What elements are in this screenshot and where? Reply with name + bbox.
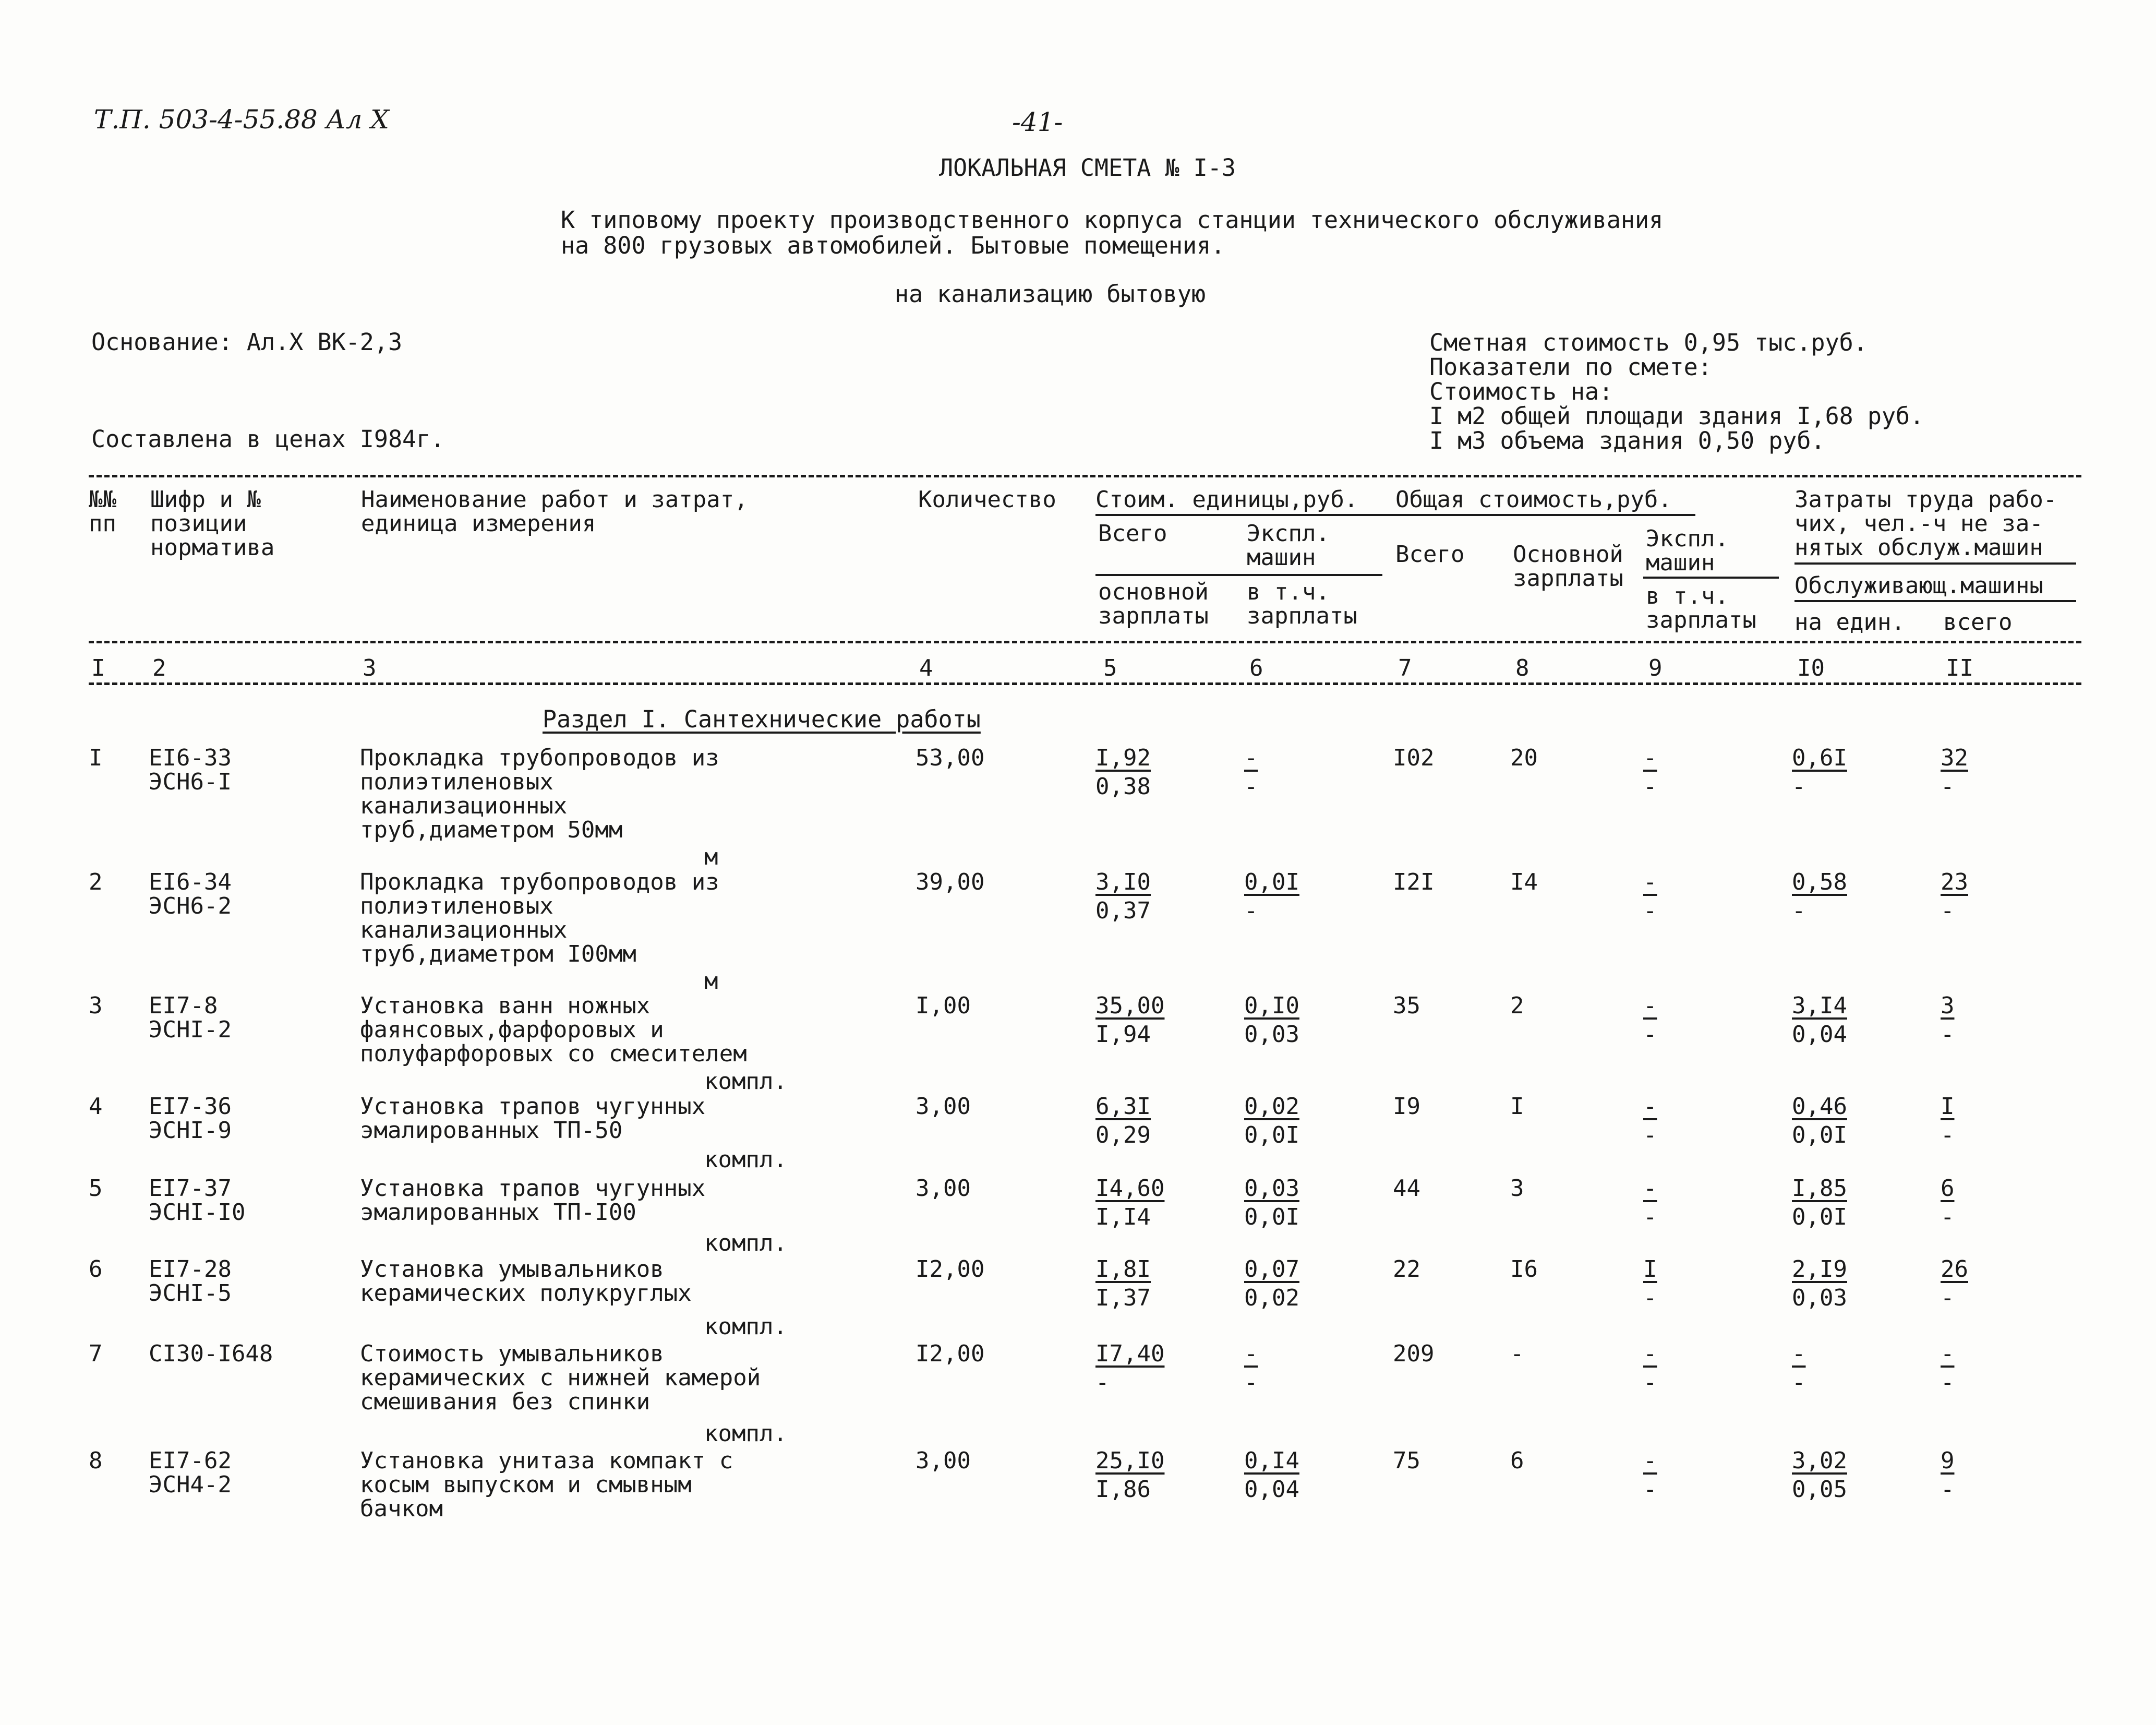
row-unit-cost-wages: - [1095, 1369, 1110, 1396]
row-unit-cost-wages: 0,37 [1095, 897, 1151, 924]
row-unit-cost-total: I,8I [1095, 1256, 1151, 1283]
row-labor-total: - [1941, 1340, 1955, 1367]
row-labor-service-total: - [1941, 1204, 1955, 1230]
row-code: СI30-I648 [149, 1340, 273, 1367]
col-num-6: 6 [1249, 655, 1263, 681]
row-quantity: 39,00 [916, 869, 985, 895]
row-quantity: I2,00 [916, 1256, 985, 1283]
row-labor-total: 9 [1941, 1447, 1955, 1474]
row-name: Стоимость умывальников керамических с нижней камерой смешивания без спинки [360, 1340, 761, 1415]
row-code: ЕI7-8 ЭСНI-2 [149, 992, 232, 1043]
labor-group-header: Затраты труда рабо- чих, чел.-ч не за- нятых обслуж.машин [1794, 486, 2057, 561]
row-labor-service-total: - [1941, 1122, 1955, 1148]
row-unit-cost-total: I4,60 [1095, 1175, 1165, 1202]
row-quantity: 3,00 [916, 1175, 971, 1202]
col-number-header: №№ пп [89, 486, 116, 537]
col-num-2: 2 [152, 655, 166, 681]
row-unit-machine-cost: 0,02 [1244, 1093, 1299, 1120]
cost-group-underline [1095, 514, 1695, 516]
row-quantity: 53,00 [916, 745, 985, 771]
row-unit-cost-total: I7,40 [1095, 1340, 1165, 1367]
row-unit-cost-total: 3,I0 [1095, 869, 1151, 895]
row-quantity: 3,00 [916, 1447, 971, 1474]
col-name-header: Наименование работ и затрат, единица измерения [361, 486, 748, 537]
col6-bottom-header: в т.ч. зарплаты [1247, 579, 1357, 629]
row-unit-cost-wages: I,37 [1095, 1285, 1151, 1311]
row-total-machine-wages: - [1643, 1285, 1657, 1311]
document-title: ЛОКАЛЬНАЯ СМЕТА № I-3 [939, 154, 1236, 182]
row-total-cost: 22 [1393, 1256, 1420, 1283]
row-code: ЕI6-33 ЭСН6-I [149, 745, 232, 795]
row-unit: компл. [704, 1313, 787, 1340]
col5-6-divider [1095, 574, 1382, 576]
row-total-machine-cost: - [1643, 869, 1657, 895]
unit-cost-group-header: Стоим. единицы,руб. [1095, 486, 1358, 513]
row-unit-machine-cost: - [1244, 1340, 1258, 1367]
row-labor-service-total: - [1941, 1369, 1955, 1396]
row-quantity: 3,00 [916, 1093, 971, 1120]
row-number: 5 [89, 1175, 103, 1202]
row-unit-cost-total: I,92 [1095, 745, 1151, 771]
col10-group-header: Обслуживающ.машины [1794, 572, 2043, 599]
row-name: Установка унитаза компакт с косым выпуском и смывным бачком [360, 1447, 733, 1522]
row-total-machine-cost: - [1643, 1447, 1657, 1474]
row-unit-machine-wages: - [1244, 1369, 1258, 1396]
col9-bottom-header: в т.ч. зарплаты [1646, 583, 1756, 633]
row-total-cost: 75 [1393, 1447, 1420, 1474]
row-total-wages: I6 [1510, 1256, 1538, 1283]
col9-divider [1643, 577, 1779, 579]
row-labor-service-per-unit: 0,0I [1792, 1204, 1847, 1230]
row-unit-cost-wages: I,I4 [1095, 1204, 1151, 1230]
row-unit-cost-total: 25,I0 [1095, 1447, 1165, 1474]
row-total-machine-cost: - [1643, 1093, 1657, 1120]
row-unit-cost-total: 35,00 [1095, 992, 1165, 1019]
row-labor-service-per-unit: - [1792, 1369, 1806, 1396]
row-name: Установка трапов чугунных эмалированных ТП-I00 [360, 1175, 706, 1226]
row-name: Прокладка трубопроводов из полиэтиленовых канализационных труб,диаметром I00мм [360, 869, 719, 967]
cost-per-label: Стоимость на: [1429, 378, 1613, 405]
row-unit-machine-wages: 0,0I [1244, 1122, 1299, 1148]
row-total-cost: I2I [1393, 869, 1435, 895]
row-number: I [89, 745, 103, 771]
row-quantity: I,00 [916, 992, 971, 1019]
row-labor-service-per-unit: 0,03 [1792, 1285, 1847, 1311]
row-unit-machine-wages: 0,0I [1244, 1204, 1299, 1230]
row-labor-service-total: - [1941, 773, 1955, 800]
total-cost-group-header: Общая стоимость,руб. [1395, 486, 1672, 513]
row-unit-machine-cost: 0,I4 [1244, 1447, 1299, 1474]
row-labor-service-total: - [1941, 1285, 1955, 1311]
row-number: 6 [89, 1256, 103, 1283]
document-code: Т.П. 503-4-55.88 Ал Х [94, 104, 389, 135]
row-total-machine-wages: - [1643, 1369, 1657, 1396]
row-labor-service-per-unit: - [1792, 897, 1806, 924]
cost-per-m3: I м3 объема здания 0,50 руб. [1429, 427, 1825, 454]
row-labor-service-per-unit: 0,04 [1792, 1021, 1847, 1048]
row-labor-per-unit: I,85 [1792, 1175, 1847, 1202]
basis: Основание: Ал.Х ВК-2,3 [91, 328, 403, 356]
col-num-5: 5 [1103, 655, 1117, 681]
row-unit-machine-cost: - [1244, 745, 1258, 771]
row-code: ЕI7-37 ЭСНI-I0 [149, 1175, 246, 1226]
row-total-machine-cost: I [1643, 1256, 1657, 1283]
row-labor-total: 23 [1941, 869, 1968, 895]
row-labor-service-total: - [1941, 1021, 1955, 1048]
subject: на канализацию бытовую [895, 280, 1206, 308]
row-labor-total: 6 [1941, 1175, 1955, 1202]
row-total-machine-cost: - [1643, 992, 1657, 1019]
row-code: ЕI7-62 ЭСН4-2 [149, 1447, 232, 1498]
row-labor-service-per-unit: - [1792, 773, 1806, 800]
row-total-wages: 6 [1510, 1447, 1524, 1474]
row-total-cost: 35 [1393, 992, 1420, 1019]
row-number: 2 [89, 869, 103, 895]
row-total-machine-wages: - [1643, 897, 1657, 924]
row-labor-per-unit: 3,I4 [1792, 992, 1847, 1019]
row-unit-cost-wages: 0,38 [1095, 773, 1151, 800]
row-total-machine-cost: - [1643, 745, 1657, 771]
row-total-cost: I02 [1393, 745, 1435, 771]
row-labor-total: 32 [1941, 745, 1968, 771]
col11-header: всего [1943, 609, 2013, 636]
row-unit-machine-cost: 0,0I [1244, 869, 1299, 895]
col10-header: на един. [1794, 609, 1905, 636]
col-num-9: 9 [1648, 655, 1663, 681]
row-number: 7 [89, 1340, 103, 1367]
row-total-wages: - [1510, 1340, 1524, 1367]
row-labor-per-unit: 0,46 [1792, 1093, 1847, 1120]
row-total-wages: I4 [1510, 869, 1538, 895]
estimated-cost: Сметная стоимость 0,95 тыс.руб. [1429, 329, 1868, 356]
col-quantity-header: Количество [918, 486, 1056, 513]
row-unit-machine-cost: 0,03 [1244, 1175, 1299, 1202]
row-labor-total: 3 [1941, 992, 1955, 1019]
col10-group-underline [1794, 600, 2076, 602]
row-total-machine-wages: - [1643, 1204, 1657, 1230]
row-unit: компл. [704, 1146, 787, 1173]
header-bottom-rule [89, 641, 2081, 643]
header-top-rule [89, 475, 2081, 477]
row-unit: м [704, 844, 718, 870]
column-numbers-rule [89, 682, 2081, 685]
col-code-header: Шифр и № позиции норматива [150, 486, 275, 561]
col-num-1: I [91, 655, 105, 681]
col-num-7: 7 [1398, 655, 1412, 681]
row-name: Установка трапов чугунных эмалированных ТП-50 [360, 1093, 706, 1144]
price-base: Составлена в ценах I984г. [91, 425, 445, 453]
col7-header: Всего [1395, 541, 1465, 568]
row-labor-service-total: - [1941, 897, 1955, 924]
row-total-machine-wages: - [1643, 1476, 1657, 1503]
row-unit-machine-cost: 0,07 [1244, 1256, 1299, 1283]
col-num-4: 4 [919, 655, 933, 681]
section-title: Раздел I. Сантехнические работы [543, 705, 981, 733]
row-unit-cost-wages: 0,29 [1095, 1122, 1151, 1148]
page-number: -41- [1012, 107, 1063, 137]
row-labor-total: I [1941, 1093, 1955, 1120]
row-labor-per-unit: 3,02 [1792, 1447, 1847, 1474]
row-labor-per-unit: 2,I9 [1792, 1256, 1847, 1283]
row-unit-machine-wages: 0,03 [1244, 1021, 1299, 1048]
row-labor-per-unit: 0,58 [1792, 869, 1847, 895]
col5-top-header: Всего [1098, 520, 1167, 547]
row-total-wages: I [1510, 1093, 1524, 1120]
row-name: Прокладка трубопроводов из полиэтиленовых канализационных труб,диаметром 50мм [360, 745, 719, 843]
row-labor-total: 26 [1941, 1256, 1968, 1283]
row-unit-machine-wages: - [1244, 773, 1258, 800]
row-number: 4 [89, 1093, 103, 1120]
row-unit: м [704, 968, 718, 995]
row-unit-cost-wages: I,86 [1095, 1476, 1151, 1503]
row-name: Установка умывальников керамических полукруглых [360, 1256, 692, 1307]
row-unit-machine-wages: 0,02 [1244, 1285, 1299, 1311]
row-labor-service-total: - [1941, 1476, 1955, 1503]
subtitle-line-2: на 800 грузовых автомобилей. Бытовые помещения. [561, 232, 1225, 259]
col9-top-header: Экспл. машин [1646, 525, 1729, 576]
row-unit: компл. [704, 1420, 787, 1447]
row-total-wages: 2 [1510, 992, 1524, 1019]
col-num-11: II [1946, 655, 1973, 681]
row-unit: компл. [704, 1230, 787, 1256]
cost-per-m2: I м2 общей площади здания I,68 руб. [1429, 402, 1924, 430]
row-total-wages: 3 [1510, 1175, 1524, 1202]
row-code: ЕI6-34 ЭСН6-2 [149, 869, 232, 919]
row-code: ЕI7-28 ЭСНI-5 [149, 1256, 232, 1307]
row-total-cost: 44 [1393, 1175, 1420, 1202]
labor-group-underline [1794, 562, 2076, 565]
row-total-cost: 209 [1393, 1340, 1435, 1367]
row-name: Установка ванн ножных фаянсовых,фарфоровых и полуфарфоровых со смесителем [360, 992, 747, 1067]
row-unit-cost-wages: I,94 [1095, 1021, 1151, 1048]
row-labor-service-per-unit: 0,05 [1792, 1476, 1847, 1503]
row-quantity: I2,00 [916, 1340, 985, 1367]
row-total-machine-wages: - [1643, 1122, 1657, 1148]
row-labor-service-per-unit: 0,0I [1792, 1122, 1847, 1148]
row-total-cost: I9 [1393, 1093, 1420, 1120]
col-num-8: 8 [1515, 655, 1529, 681]
row-unit-cost-total: 6,3I [1095, 1093, 1151, 1120]
row-number: 3 [89, 992, 103, 1019]
row-total-machine-wages: - [1643, 1021, 1657, 1048]
col8-header: Основной зарплаты [1513, 541, 1623, 592]
subtitle-line-1: К типовому проекту производственного корпуса станции технического обслуживания [561, 206, 1664, 234]
row-unit-machine-wages: 0,04 [1244, 1476, 1299, 1503]
col-num-3: 3 [363, 655, 377, 681]
row-labor-per-unit: 0,6I [1792, 745, 1847, 771]
row-total-machine-cost: - [1643, 1340, 1657, 1367]
col6-top-header: Экспл. машин [1247, 520, 1330, 571]
row-code: ЕI7-36 ЭСНI-9 [149, 1093, 232, 1144]
col5-bottom-header: основной зарплаты [1098, 579, 1209, 629]
row-total-machine-cost: - [1643, 1175, 1657, 1202]
row-unit: компл. [704, 1068, 787, 1095]
col-num-10: I0 [1797, 655, 1825, 681]
row-total-wages: 20 [1510, 745, 1538, 771]
indicators-label: Показатели по смете: [1429, 353, 1712, 381]
row-unit-machine-wages: - [1244, 897, 1258, 924]
row-unit-machine-cost: 0,I0 [1244, 992, 1299, 1019]
row-total-machine-wages: - [1643, 773, 1657, 800]
row-labor-per-unit: - [1792, 1340, 1806, 1367]
row-number: 8 [89, 1447, 103, 1474]
